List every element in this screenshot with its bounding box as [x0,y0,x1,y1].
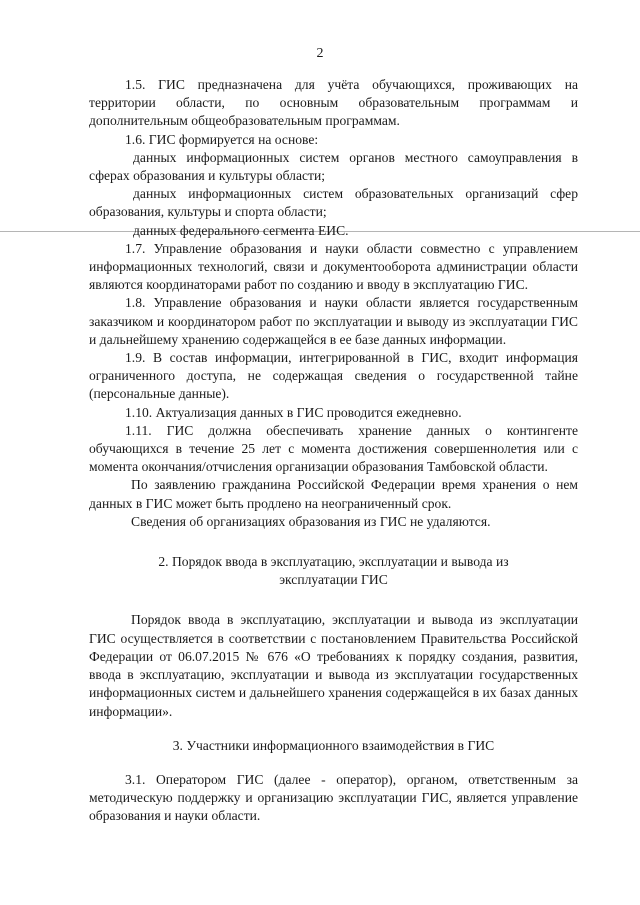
page-number: 2 [316,46,324,61]
spacer [89,531,578,553]
spacer [89,755,578,771]
document-body [89,76,578,826]
paragraph-1-6-item-federal: данных федерального сегмента ЕИС. [133,222,349,238]
spacer [89,721,578,737]
paragraph-1-9: 1.9. В состав информации, интегрированной в ГИС, входит информация ограниченного доступа, не содержащая сведения о государственной тайне (персональные данные). [89,350,578,402]
section-2-heading-line-1: 2. Порядок ввода в эксплуатацию, эксплуатации и вывода из [158,554,509,570]
section-3-heading: 3. Участники информационного взаимодействия в ГИС [172,737,495,753]
paragraph-3-1: 3.1. Оператором ГИС (далее - оператор), органом, ответственным за методическую поддержку и организацию эксплуатации ГИС, является управление образования и науки области. [89,771,578,824]
paragraph-1-11-organizations: Сведения об организациях образования из ГИС не удаляются. [131,513,491,529]
spacer [89,589,578,611]
paragraph-1-6-item-municipal: данных информационных систем органов местного самоуправления в сферах образования и культуры области; [89,149,578,184]
paragraph-1-11: 1.11. ГИС должна обеспечивать хранение данных о контингенте обучающихся в течение 25 лет с момента достижения совершеннолетия или с момента окончания/отчисления организации образования Тамбовской области. [89,422,578,475]
paragraph-1-6-item-organizations: данных информационных систем образовательных организаций сфер образования, культуры и спорта области; [89,186,578,220]
paragraph-1-11-extension: По заявлению гражданина Российской Федерации время хранения о нем данных в ГИС может быть продлено на неограниченный срок. [89,477,578,511]
paragraph-1-7: 1.7. Управление образования и науки области совместно с управлением информационных технологий, связи и документооборота администрации области являются координаторами работ по созданию и вводу в эксплуатацию ГИС. [89,240,578,293]
paragraph-1-8: 1.8. Управление образования и науки области является государственным заказчиком и координатором работ по эксплуатации и выводу из эксплуатации ГИС и дальнейшему хранению содержащейся в ее базе данных информации. [89,295,578,347]
paragraph-1-6: 1.6. ГИС формируется на основе: [125,131,319,147]
paragraph-1-10: 1.10. Актуализация данных в ГИС проводится ежедневно. [125,404,462,420]
section-2-heading-line-2: эксплуатации ГИС [279,572,388,588]
paragraph-2: Порядок ввода в эксплуатацию, эксплуатации и вывода из эксплуатации ГИС осуществляется в соответствии с постановлением Правительства Российской Федерации от 06.07.2015 № 676 «О требованиях к порядку создания, развития, ввода в эксплуатацию, эксплуатации и вывода из эксплуатации государственных информационных систем и дальнейшего хранения содержащейся в их базах данных информации». [89,612,578,719]
paragraph-1-5: 1.5. ГИС предназначена для учёта обучающихся, проживающих на территории области, по основным образовательным программам и дополнительным общеобразовательным программам. [89,77,578,129]
